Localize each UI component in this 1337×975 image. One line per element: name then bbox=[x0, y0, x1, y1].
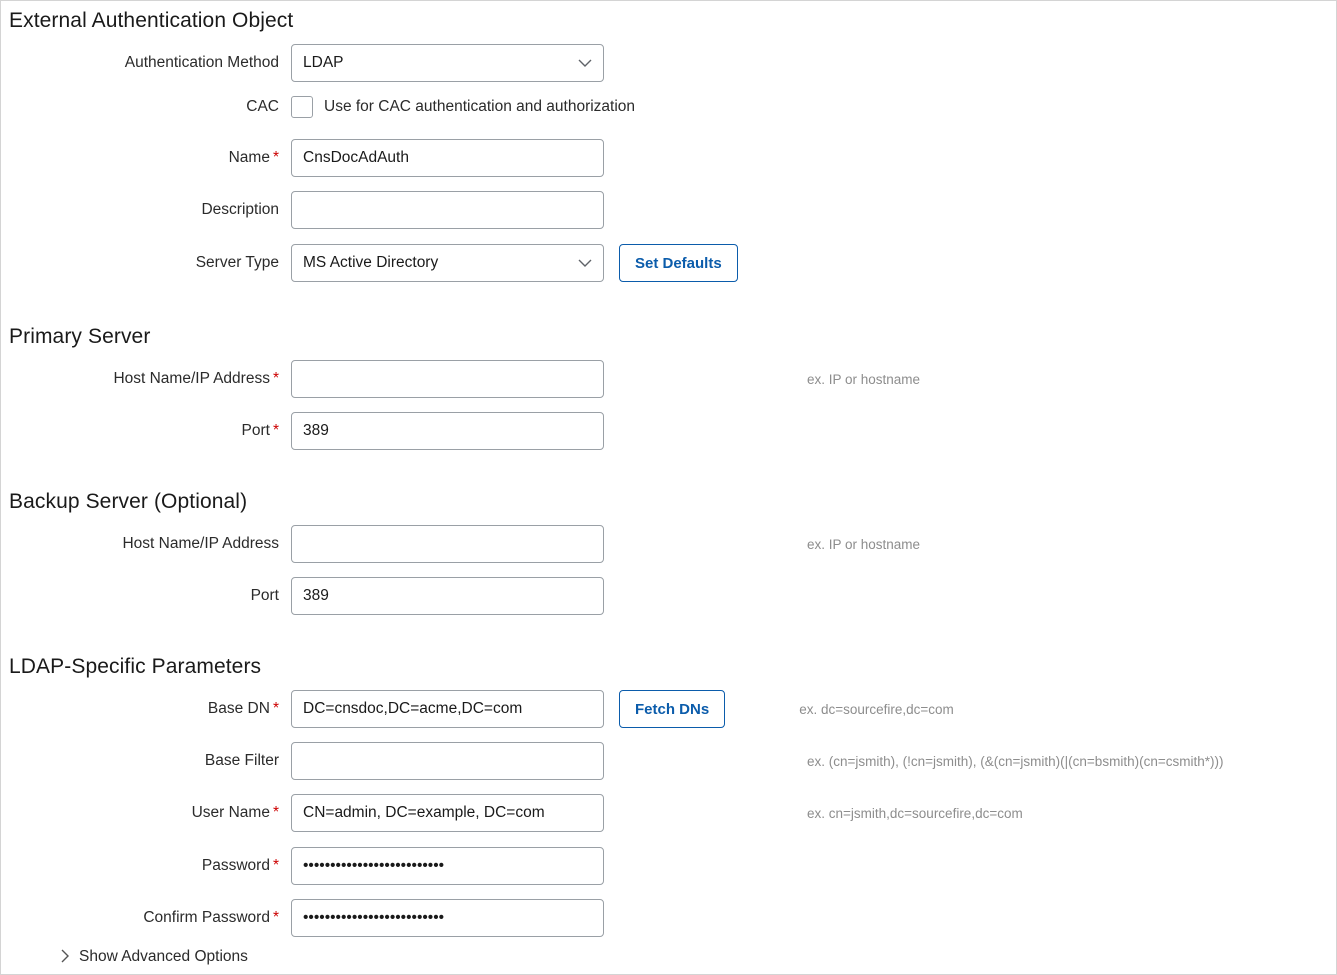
user-name-input[interactable] bbox=[291, 794, 604, 832]
name-row bbox=[9, 139, 604, 177]
backup-host-hint: ex. IP or hostname bbox=[807, 536, 921, 552]
cac-label: CAC bbox=[246, 98, 279, 115]
required-marker: * bbox=[272, 700, 279, 717]
password-input[interactable] bbox=[291, 847, 604, 885]
backup-host-label: Host Name/IP Address bbox=[122, 535, 279, 552]
auth-method-label: Authentication Method bbox=[124, 54, 279, 71]
page-title: External Authentication Object bbox=[9, 9, 294, 32]
fetch-dns-button[interactable]: Fetch DNs bbox=[619, 690, 725, 728]
server-type-value: MS Active Directory bbox=[291, 244, 604, 282]
required-marker: * bbox=[272, 804, 279, 821]
auth-method-row bbox=[9, 44, 604, 82]
confirm-password-label: Confirm Password * bbox=[143, 909, 279, 926]
cac-checkbox-text: Use for CAC authentication and authorization bbox=[324, 98, 636, 115]
cac-row bbox=[9, 96, 635, 118]
backup-host-row bbox=[9, 525, 920, 563]
backup-port-label: Port bbox=[250, 587, 279, 604]
set-defaults-button[interactable]: Set Defaults bbox=[619, 244, 738, 282]
password-row bbox=[9, 847, 604, 885]
base-dn-row bbox=[9, 690, 954, 728]
auth-method-value: LDAP bbox=[291, 44, 604, 82]
backup-server-title: Backup Server (Optional) bbox=[9, 490, 248, 513]
base-filter-hint: ex. (cn=jsmith), (!cn=jsmith), (&(cn=jsmith)(|(cn=bsmith)(cn=csmith*))) bbox=[807, 753, 1224, 769]
primary-port-row bbox=[9, 412, 604, 450]
server-type-label: Server Type bbox=[195, 254, 279, 271]
name-input[interactable] bbox=[291, 139, 604, 177]
base-dn-input[interactable] bbox=[291, 690, 604, 728]
required-marker: * bbox=[272, 422, 279, 439]
backup-host-input[interactable] bbox=[291, 525, 604, 563]
required-marker: * bbox=[272, 149, 279, 166]
primary-host-hint: ex. IP or hostname bbox=[807, 371, 921, 387]
auth-method-select[interactable] bbox=[291, 44, 604, 82]
ldap-params-title: LDAP-Specific Parameters bbox=[9, 655, 262, 678]
server-type-row bbox=[9, 244, 738, 282]
description-row bbox=[9, 191, 604, 229]
user-name-row bbox=[9, 794, 1023, 832]
confirm-password-input[interactable] bbox=[291, 899, 604, 937]
primary-host-label: Host Name/IP Address * bbox=[113, 370, 279, 387]
password-label: Password * bbox=[201, 857, 279, 874]
primary-server-title: Primary Server bbox=[9, 325, 151, 348]
primary-host-input[interactable] bbox=[291, 360, 604, 398]
base-dn-label: Base DN * bbox=[207, 700, 279, 717]
name-label: Name * bbox=[228, 149, 279, 166]
base-dn-hint: ex. dc=sourcefire,dc=com bbox=[799, 701, 954, 717]
show-advanced-options-label: Show Advanced Options bbox=[79, 948, 248, 965]
description-label: Description bbox=[201, 201, 279, 218]
required-marker: * bbox=[272, 909, 279, 926]
server-type-select[interactable] bbox=[291, 244, 604, 282]
show-advanced-options-toggle[interactable] bbox=[9, 948, 248, 966]
primary-port-input[interactable] bbox=[291, 412, 604, 450]
user-name-label: User Name * bbox=[191, 804, 279, 821]
required-marker: * bbox=[272, 857, 279, 874]
required-marker: * bbox=[272, 370, 279, 387]
backup-port-input[interactable] bbox=[291, 577, 604, 615]
description-input[interactable] bbox=[291, 191, 604, 229]
cac-checkbox[interactable] bbox=[291, 96, 313, 118]
user-name-hint: ex. cn=jsmith,dc=sourcefire,dc=com bbox=[807, 805, 1023, 821]
base-filter-input[interactable] bbox=[291, 742, 604, 780]
primary-port-label: Port * bbox=[241, 422, 279, 439]
backup-port-row bbox=[9, 577, 604, 615]
base-filter-label: Base Filter bbox=[204, 752, 279, 769]
primary-host-row bbox=[9, 360, 920, 398]
base-filter-row bbox=[9, 742, 1223, 780]
chevron-right-icon bbox=[61, 949, 70, 965]
confirm-password-row bbox=[9, 899, 604, 937]
